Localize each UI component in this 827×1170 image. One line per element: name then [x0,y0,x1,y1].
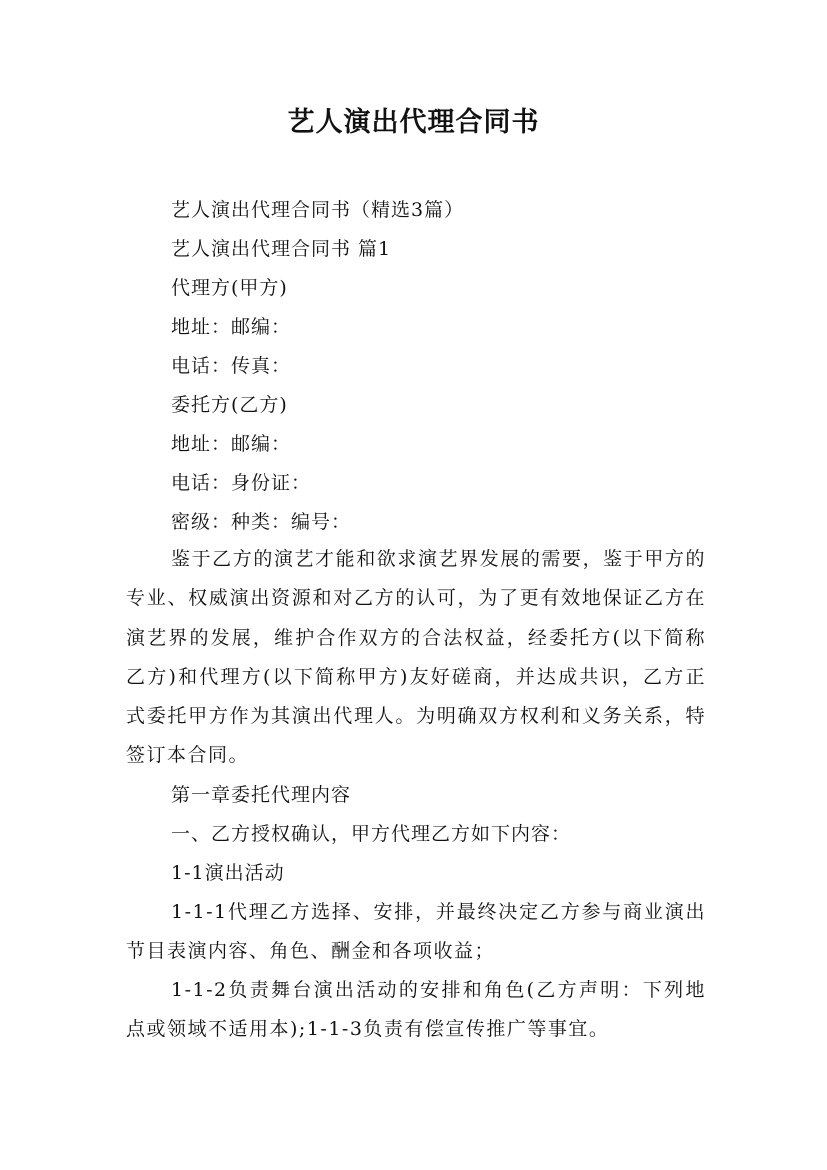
preamble-paragraph: 鉴于乙方的演艺才能和欲求演艺界发展的需要，鉴于甲方的专业、权威演出资源和对乙方的认可，为了更有效地保证乙方在演艺界的发展，维护合作双方的合法权益，经委托方(以下简称乙方)和代理方(以下简称甲方)友好磋商，并达成共识，乙方正式委托甲方作为其演出代理人。为明确双方权利和义务关系，特签订本合同。 [126,548,706,767]
subtitle-line: 艺人演出代理合同书（精选3篇） [171,199,465,221]
agent-party-label: 代理方(甲方) [171,277,288,299]
clause-one: 一、乙方授权确认，甲方代理乙方如下内容： [171,823,572,845]
clause-1-1-1: 1-1-1代理乙方选择、安排，并最终决定乙方参与商业演出节目表演内容、角色、酬金和各项收益； [126,901,706,963]
article-heading: 艺人演出代理合同书 篇1 [171,238,392,260]
principal-phone-line: 电话：身份证： [171,472,312,494]
principal-party-label: 委托方(乙方) [171,394,288,416]
agent-address-line: 地址：邮编： [171,316,292,338]
classification-line: 密级：种类：编号： [171,511,352,533]
agent-phone-line: 电话：传真： [171,355,292,377]
chapter-heading: 第一章委托代理内容 [171,784,352,806]
principal-address-line: 地址：邮编： [171,433,292,455]
document-title: 艺人演出代理合同书 [287,107,540,138]
clause-1-1: 1-1演出活动 [171,862,285,884]
clause-1-1-2: 1-1-2负责舞台演出活动的安排和角色(乙方声明：下列地点或领域不适用本);1-1-3负责有偿宣传推广等事宜。 [126,979,706,1041]
